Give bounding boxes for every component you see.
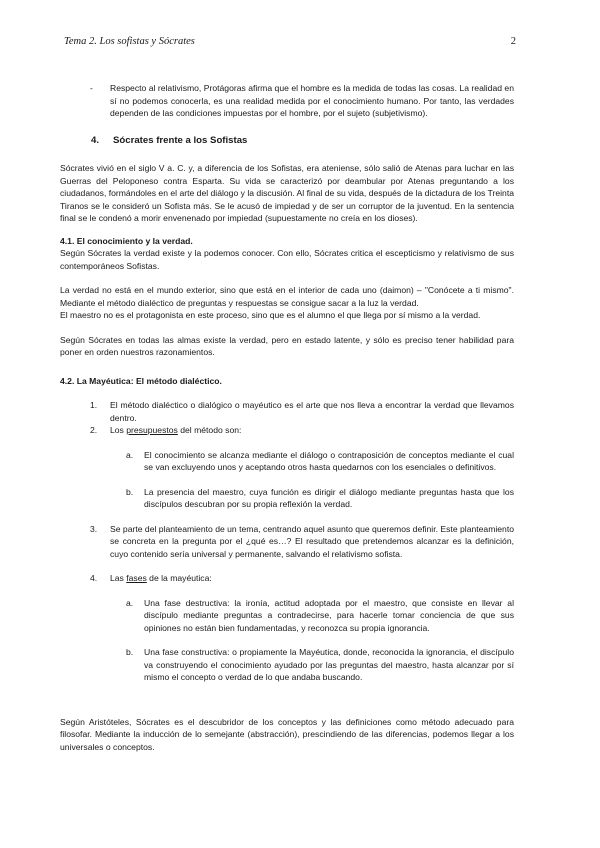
section-number: 4. [91,134,100,146]
page-header [64,36,516,47]
list-item-1: 1. El método dialéctico o dialógico o mayéutico es el arte que nos lleva a encontrar la verdad que llevamos dentro. [90,400,514,423]
paragraph: Según Sócrates en todas las almas existe la verdad, pero en estado latente, y sólo es preciso tener habilidad para poner en orden nuestros razonamientos. [60,334,514,357]
bullet-text: Respecto al relativismo, Protágoras afirma que el hombre es la medida de todas las cosas. La realidad en sí no podemos conocerla, es una realidad medida por el conocimiento humano. Por tanto, las verdades dependen de las condiciones impuestas por el hombre, por el sujeto (subjetivismo). [110,83,514,118]
list-item-4: 4. Las fases de la mayéutica: [90,573,212,583]
subsection-heading-4-2: 4.2. La Mayéutica: El método dialéctico. [60,375,222,386]
bullet-mark: - [90,83,93,93]
closing-paragraph: Según Aristóteles, Sócrates es el descubridor de los conceptos y las definiciones como método adecuado para filosofar. Mediante la inducción de lo semejante (abstracción), prescindiendo de las diferencias, podemos llegar a los universales o conceptos. [60,716,514,752]
list-item-4b: b. Una fase constructiva: o propiamente la Mayéutica, donde, reconocida la ignorancia, el discípulo va construyendo el conocimiento ayudado por las preguntas del maestro, hasta alcanzar por sí mismo el concepto o verdad de lo que andaba buscando. [126,647,514,682]
list-item-3: 3. Se parte del planteamiento de un tema, centrando aquel asunto que queremos definir. Este planteamiento se concreta en la pregunta por el ¿qué es…? El resultado que pretendemos alcanzar es la definición, cuyo contenido sería universal y permanente, salvando el relativismo sofista. [90,523,514,559]
bullet-relativismo [60,82,514,120]
paragraph: Según Sócrates la verdad existe y la podemos conocer. Con ello, Sócrates critica el escepticismo y relativismo de sus contemporáneos Sofistas. [60,248,514,271]
list-item-2a: a. El conocimiento se alcanza mediante el diálogo o contraposición de conceptos mediante el cual se van excluyendo unos y aceptando otros hasta quedarnos con los esenciales o definitivos. [126,449,514,472]
list-item-4a: a. Una fase destructiva: la ironía, actitud adoptada por el maestro, que consiste en llevar al discípulo mediante preguntas a contradecirse, para hacerle tomar conciencia de que sus opiniones no están bien fundamentadas, y reconozca su propia ignorancia. [126,597,514,633]
page-content [60,82,514,753]
page-number: 2 [510,36,516,47]
section-heading [91,135,514,148]
paragraph: La verdad no está en el mundo exterior, sino que está en el interior de cada uno (daimon) – "Conócete a ti mismo". Mediante el método dialéctico de preguntas y respuestas se consigue sacar a la luz la verdad. [60,285,514,308]
subsection-heading-4-1: 4.1. El conocimiento y la verdad. [60,235,193,246]
header-title: Tema 2. Los sofistas y Sócrates [64,36,195,47]
paragraph: El maestro no es el protagonista en este proceso, sino que es el alumno el que llega por sí mismo a la verdad. [60,310,481,320]
underlined-term: presupuestos [126,425,178,435]
underlined-term: fases [126,573,147,583]
list-item-2: 2. Los presupuestos del método son: [90,425,242,435]
section-intro-paragraph: Sócrates vivió en el siglo V a. C. y, a diferencia de los Sofistas, era ateniense, sólo salió de Atenas para luchar en las Guerras del Peloponeso contra Esparta. Su vida se caracterizó por deambular por Atenas preguntando a los ciudadanos, formándoles en el arte del diálogo y la discusión. Al final de su vida, después de la dictadura de los Treinta Tiranos se le consideró un Sofista más. Se le acusó de impiedad y de ser un corruptor de la juventud. En la sentencia final se le condenó a morir envenenado por impiedad (supuestamente no creía en los dioses). [60,163,514,223]
section-title: Sócrates frente a los Sofistas [113,134,248,146]
list-item-2b: b. La presencia del maestro, cuya función es dirigir el diálogo mediante preguntas hasta que los discípulos descubran por su propia reflexión la verdad. [126,486,514,509]
